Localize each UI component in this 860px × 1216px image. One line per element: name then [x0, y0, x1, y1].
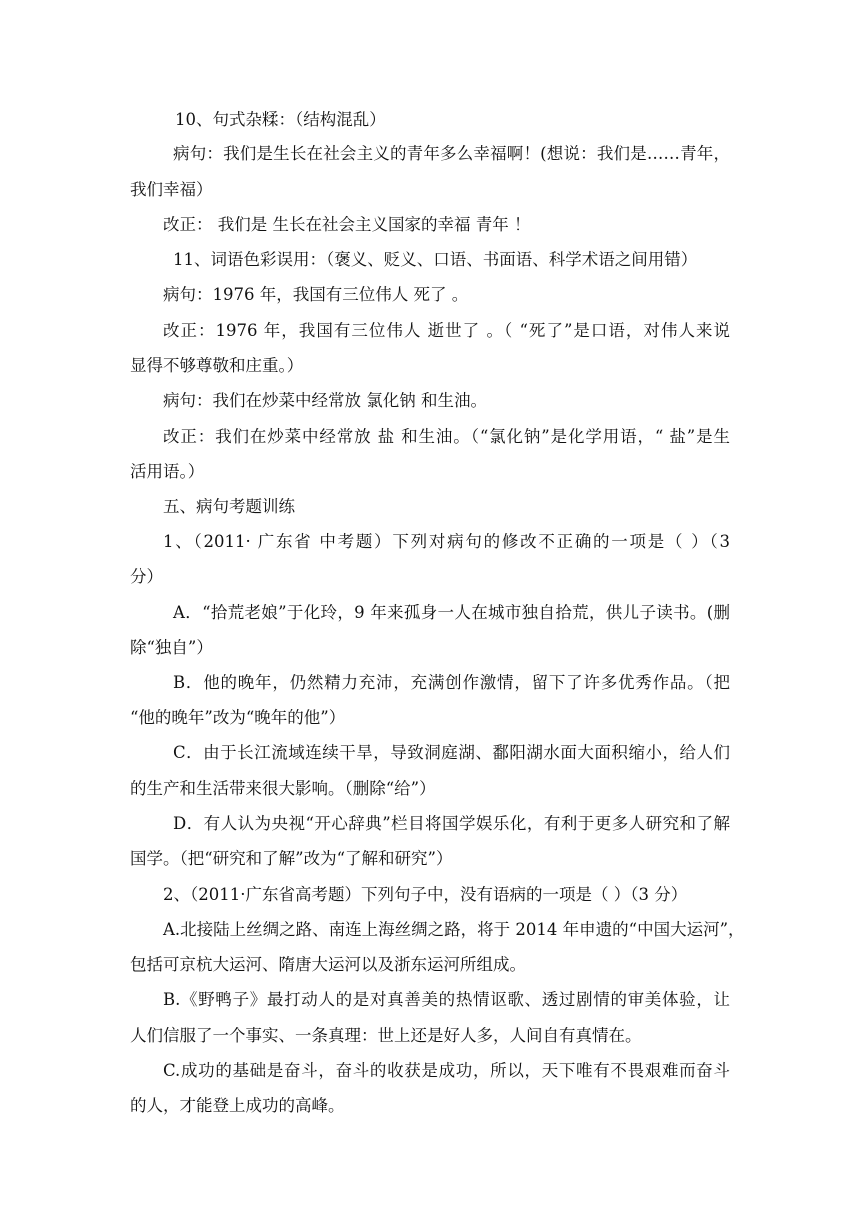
text-line: B．他的晚年，仍然精力充沛，充满创作激情，留下了许多优秀作品。（把	[173, 673, 730, 692]
text-line: 人们信服了一个事实、一条真理：世上还是好人多，人间自有真情在。	[130, 1026, 642, 1045]
text-line: 我们幸福）	[130, 180, 213, 199]
text-line: 改正： 我们是 生长在社会主义国家的幸福 青年 ！	[163, 215, 531, 234]
text-line: 病句：我们是生长在社会主义的青年多么幸福啊！(想说：我们是……青年，	[173, 144, 730, 163]
text-line: A.北接陆上丝绸之路、南连上海丝绸之路，将于 2014 年申遗的“中国大运河”，	[163, 920, 745, 939]
text-line: 的人，才能登上成功的高峰。	[130, 1096, 345, 1115]
text-line: C．由于长江流域连续干旱，导致洞庭湖、鄱阳湖水面大面积缩小，给人们	[173, 743, 730, 762]
text-line: 11、词语色彩误用：（褒义、贬义、口语、书面语、科学术语之间用错）	[173, 250, 698, 269]
text-line: 分）	[130, 567, 163, 586]
text-line: 五、病句考题训练	[163, 497, 295, 516]
text-line: 2、（2011·广东省高考题）下列句子中，没有语病的一项是（ ）（3 分）	[163, 885, 688, 904]
text-line: 改正：1976 年，我国有三位伟人 逝世了 。（ “死了”是口语，对伟人来说	[163, 321, 730, 340]
text-line: 包括可京杭大运河、隋唐大运河以及浙东运河所组成。	[130, 955, 526, 974]
text-line: C.成功的基础是奋斗，奋斗的收获是成功，所以，天下唯有不畏艰难而奋斗	[163, 1061, 730, 1080]
text-line: D．有人认为央视“开心辞典”栏目将国学娱乐化，有利于更多人研究和了解	[173, 814, 730, 833]
text-line: A．“拾荒老娘”于化玲，9 年来孤身一人在城市独自拾荒，供儿子读书。(删	[173, 603, 730, 622]
text-line: “他的晚年”改为“晚年的他”）	[130, 708, 346, 727]
text-line: 10、句式杂糅：（结构混乱）	[175, 110, 386, 129]
text-line: B.《野鸭子》最打动人的是对真善美的热情讴歌、透过剧情的审美体验，让	[163, 990, 730, 1009]
text-line: 病句：我们在炒菜中经常放 氯化钠 和生油。	[163, 391, 487, 410]
text-line: 显得不够尊敬和庄重。）	[130, 356, 304, 375]
text-line: 的生产和生活带来很大影响。（删除“给”）	[130, 779, 436, 798]
text-line: 活用语。）	[130, 462, 205, 481]
text-line: 改正：我们在炒菜中经常放 盐 和生油。（“氯化钠”是化学用语，“ 盐”是生	[163, 427, 730, 446]
text-line: 除“独自”）	[130, 638, 213, 657]
text-line: 病句：1976 年，我国有三位伟人 死了 。	[163, 285, 469, 304]
text-line: 1、（2011· 广东省 中考题）下列对病句的修改不正确的一项是（ ）（3	[163, 532, 730, 551]
text-line: 国学。（把“研究和了解”改为“了解和研究”）	[130, 849, 453, 868]
